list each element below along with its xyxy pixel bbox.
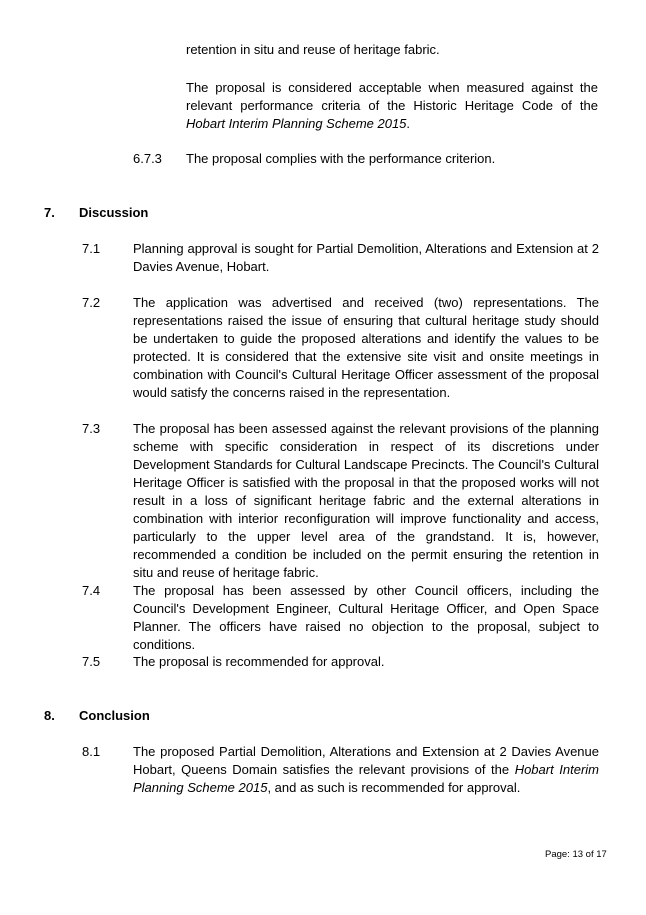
section-number: 8. (44, 708, 55, 723)
conclusion-text: The proposed Partial Demolition, Alterations and Extension at 2 Davies Avenue Hobart, Queens Domain satisfies the relevant provisions of the (133, 744, 599, 777)
conclusion-text-end: , and as such is recommended for approval. (267, 780, 521, 795)
item-number: 7.5 (82, 654, 101, 669)
section-title: Discussion (79, 205, 149, 220)
item-number: 7.3 (82, 421, 101, 436)
item-text: The proposal complies with the performance criterion. (186, 151, 496, 166)
conclusion-paragraph (133, 743, 599, 797)
heritage-paragraph-end: . (406, 116, 411, 131)
page-number: Page: 13 of 17 (545, 849, 607, 860)
heritage-paragraph-text: The proposal is considered acceptable when measured against the relevant performance criteria of the Historic Heritage Code of the (186, 80, 598, 113)
scheme-title: Hobart Interim Planning Scheme 2015 (186, 116, 407, 131)
discussion-paragraph: The proposal has been assessed against the relevant provisions of the planning scheme with specific consideration in respect of its discretions under Development Standards for Cultural Landscape Precincts. The Council's Cultural Heritage Officer is satisfied with the proposal in that the proposed works will not result in a loss of significant heritage fabric and the external alterations in combination with interior reconfiguration will improve functionality and access, particularly to the upper level area of the grandstand. It is, however, recommended a condition be included on the permit ensuring the retention in situ and reuse of heritage fabric. (133, 421, 599, 580)
discussion-paragraph: Planning approval is sought for Partial Demolition, Alterations and Extension at 2 Davies Avenue, Hobart. (133, 241, 599, 274)
section-title: Conclusion (79, 708, 150, 723)
scheme-title: Hobart Interim Planning Scheme 2015 (133, 762, 599, 795)
discussion-paragraph: The proposal is recommended for approval. (133, 654, 385, 669)
item-number: 7.4 (82, 583, 101, 598)
item-number: 7.1 (82, 241, 101, 256)
item-number: 8.1 (82, 744, 101, 759)
continued-text: retention in situ and reuse of heritage fabric. (186, 42, 440, 57)
discussion-paragraph: The application was advertised and received (two) representations. The representations raised the issue of ensuring that cultural heritage study should be undertaken to guide the proposed alterations and identify the values to be protected. It is considered that the extensive site visit and onsite meetings in combination with Council's Cultural Heritage Officer assessment of the proposal would satisfy the concerns raised in the representation. (133, 295, 599, 400)
section-number: 7. (44, 205, 55, 220)
heritage-paragraph (186, 79, 598, 133)
item-number: 6.7.3 (133, 151, 162, 166)
discussion-paragraph: The proposal has been assessed by other Council officers, including the Council's Development Engineer, Cultural Heritage Officer, and Open Space Planner. The officers have raised no objection to the proposal, subject to conditions. (133, 583, 599, 652)
item-number: 7.2 (82, 295, 101, 310)
